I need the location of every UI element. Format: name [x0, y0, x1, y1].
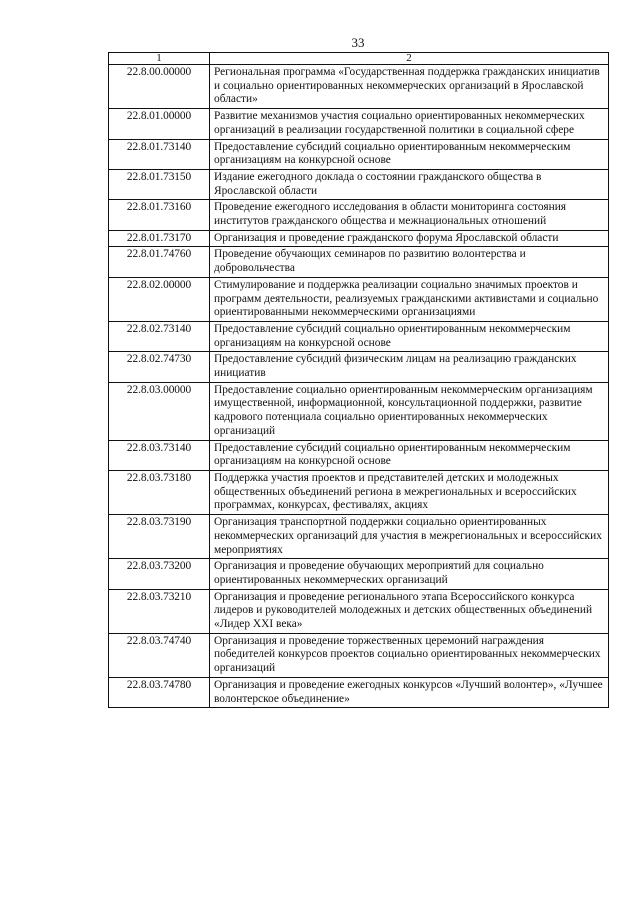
table-row — [109, 200, 609, 230]
row-name: Организация транспортной поддержки социально ориентированных некоммерческих организаций для участия в межрегиональных и всероссийских мероприятиях — [210, 515, 609, 559]
row-code: 22.8.01.73150 — [109, 169, 210, 199]
table-row — [109, 139, 609, 169]
page-number: 33 — [351, 35, 365, 50]
row-code: 22.8.00.00000 — [109, 65, 210, 109]
table-row — [109, 677, 609, 707]
row-name: Организация и проведение гражданского форума Ярославской области — [210, 230, 609, 247]
row-name: Издание ежегодного доклада о состоянии гражданского общества в Ярославской области — [210, 169, 609, 199]
table-row — [109, 633, 609, 677]
row-name: Развитие механизмов участия социально ориентированных некоммерческих организаций в реализации государственной политики в социальной сфере — [210, 109, 609, 139]
row-name: Предоставление субсидий социально ориентированным некоммерческим организациям на конкурсной основе — [210, 321, 609, 351]
row-name: Организация и проведение обучающих мероприятий для социально ориентированных некоммерческих организаций — [210, 559, 609, 589]
row-code: 22.8.01.74760 — [109, 247, 210, 277]
row-code: 22.8.03.74740 — [109, 633, 210, 677]
row-code: 22.8.03.73210 — [109, 589, 210, 633]
row-name: Организация и проведение торжественных церемоний награждения победителей конкурсов проектов социально ориентированных некоммерческих организаций — [210, 633, 609, 677]
table-row — [109, 382, 609, 440]
row-code: 22.8.02.00000 — [109, 277, 210, 321]
budget-classification-table — [108, 52, 609, 708]
table-row — [109, 277, 609, 321]
row-name: Организация и проведение регионального этапа Всероссийского конкурса лидеров и руководителей молодежных и детских общественных объединений «Лидер XXI века» — [210, 589, 609, 633]
row-code: 22.8.03.00000 — [109, 382, 210, 440]
table-row — [109, 470, 609, 514]
row-name: Предоставление субсидий социально ориентированным некоммерческим организациям на конкурсной основе — [210, 440, 609, 470]
table-row — [109, 247, 609, 277]
row-code: 22.8.03.73190 — [109, 515, 210, 559]
row-name: Проведение ежегодного исследования в области мониторинга состояния институтов гражданского общества и межнациональных отношений — [210, 200, 609, 230]
column-header-2: 2 — [210, 53, 609, 65]
column-header-1: 1 — [109, 53, 210, 65]
table-header-row — [109, 53, 609, 65]
table-row — [109, 169, 609, 199]
row-code: 22.8.03.74780 — [109, 677, 210, 707]
table-row — [109, 109, 609, 139]
row-name: Предоставление субсидий физическим лицам на реализацию гражданских инициатив — [210, 352, 609, 382]
row-code: 22.8.02.73140 — [109, 321, 210, 351]
row-name: Региональная программа «Государственная поддержка гражданских инициатив и социально ориентированных некоммерческих организаций в Ярославской области» — [210, 65, 609, 109]
table-row — [109, 352, 609, 382]
table-row — [109, 65, 609, 109]
row-name: Стимулирование и поддержка реализации социально значимых проектов и программ деятельности, реализуемых гражданскими активистами и социально ориентированными некоммерческими организациями — [210, 277, 609, 321]
table-row — [109, 559, 609, 589]
row-name: Проведение обучающих семинаров по развитию волонтерства и добровольчества — [210, 247, 609, 277]
row-code: 22.8.03.73180 — [109, 470, 210, 514]
table-row — [109, 440, 609, 470]
table-row — [109, 515, 609, 559]
row-name: Поддержка участия проектов и представителей детских и молодежных общественных объединений региона в межрегиональных и всероссийских программах, конкурсах, фестивалях, акциях — [210, 470, 609, 514]
row-code: 22.8.02.74730 — [109, 352, 210, 382]
row-code: 22.8.03.73140 — [109, 440, 210, 470]
row-code: 22.8.01.73160 — [109, 200, 210, 230]
table-row — [109, 321, 609, 351]
row-code: 22.8.03.73200 — [109, 559, 210, 589]
row-code: 22.8.01.73170 — [109, 230, 210, 247]
row-code: 22.8.01.73140 — [109, 139, 210, 169]
row-name: Предоставление субсидий социально ориентированным некоммерческим организациям на конкурсной основе — [210, 139, 609, 169]
row-name: Организация и проведение ежегодных конкурсов «Лучший волонтер», «Лучшее волонтерское объединение» — [210, 677, 609, 707]
row-name: Предоставление социально ориентированным некоммерческим организациям имущественной, информационной, консультационной поддержки, развитие кадрового потенциала социально ориентированных некоммерческих организаций — [210, 382, 609, 440]
table-row — [109, 230, 609, 247]
row-code: 22.8.01.00000 — [109, 109, 210, 139]
table-row — [109, 589, 609, 633]
